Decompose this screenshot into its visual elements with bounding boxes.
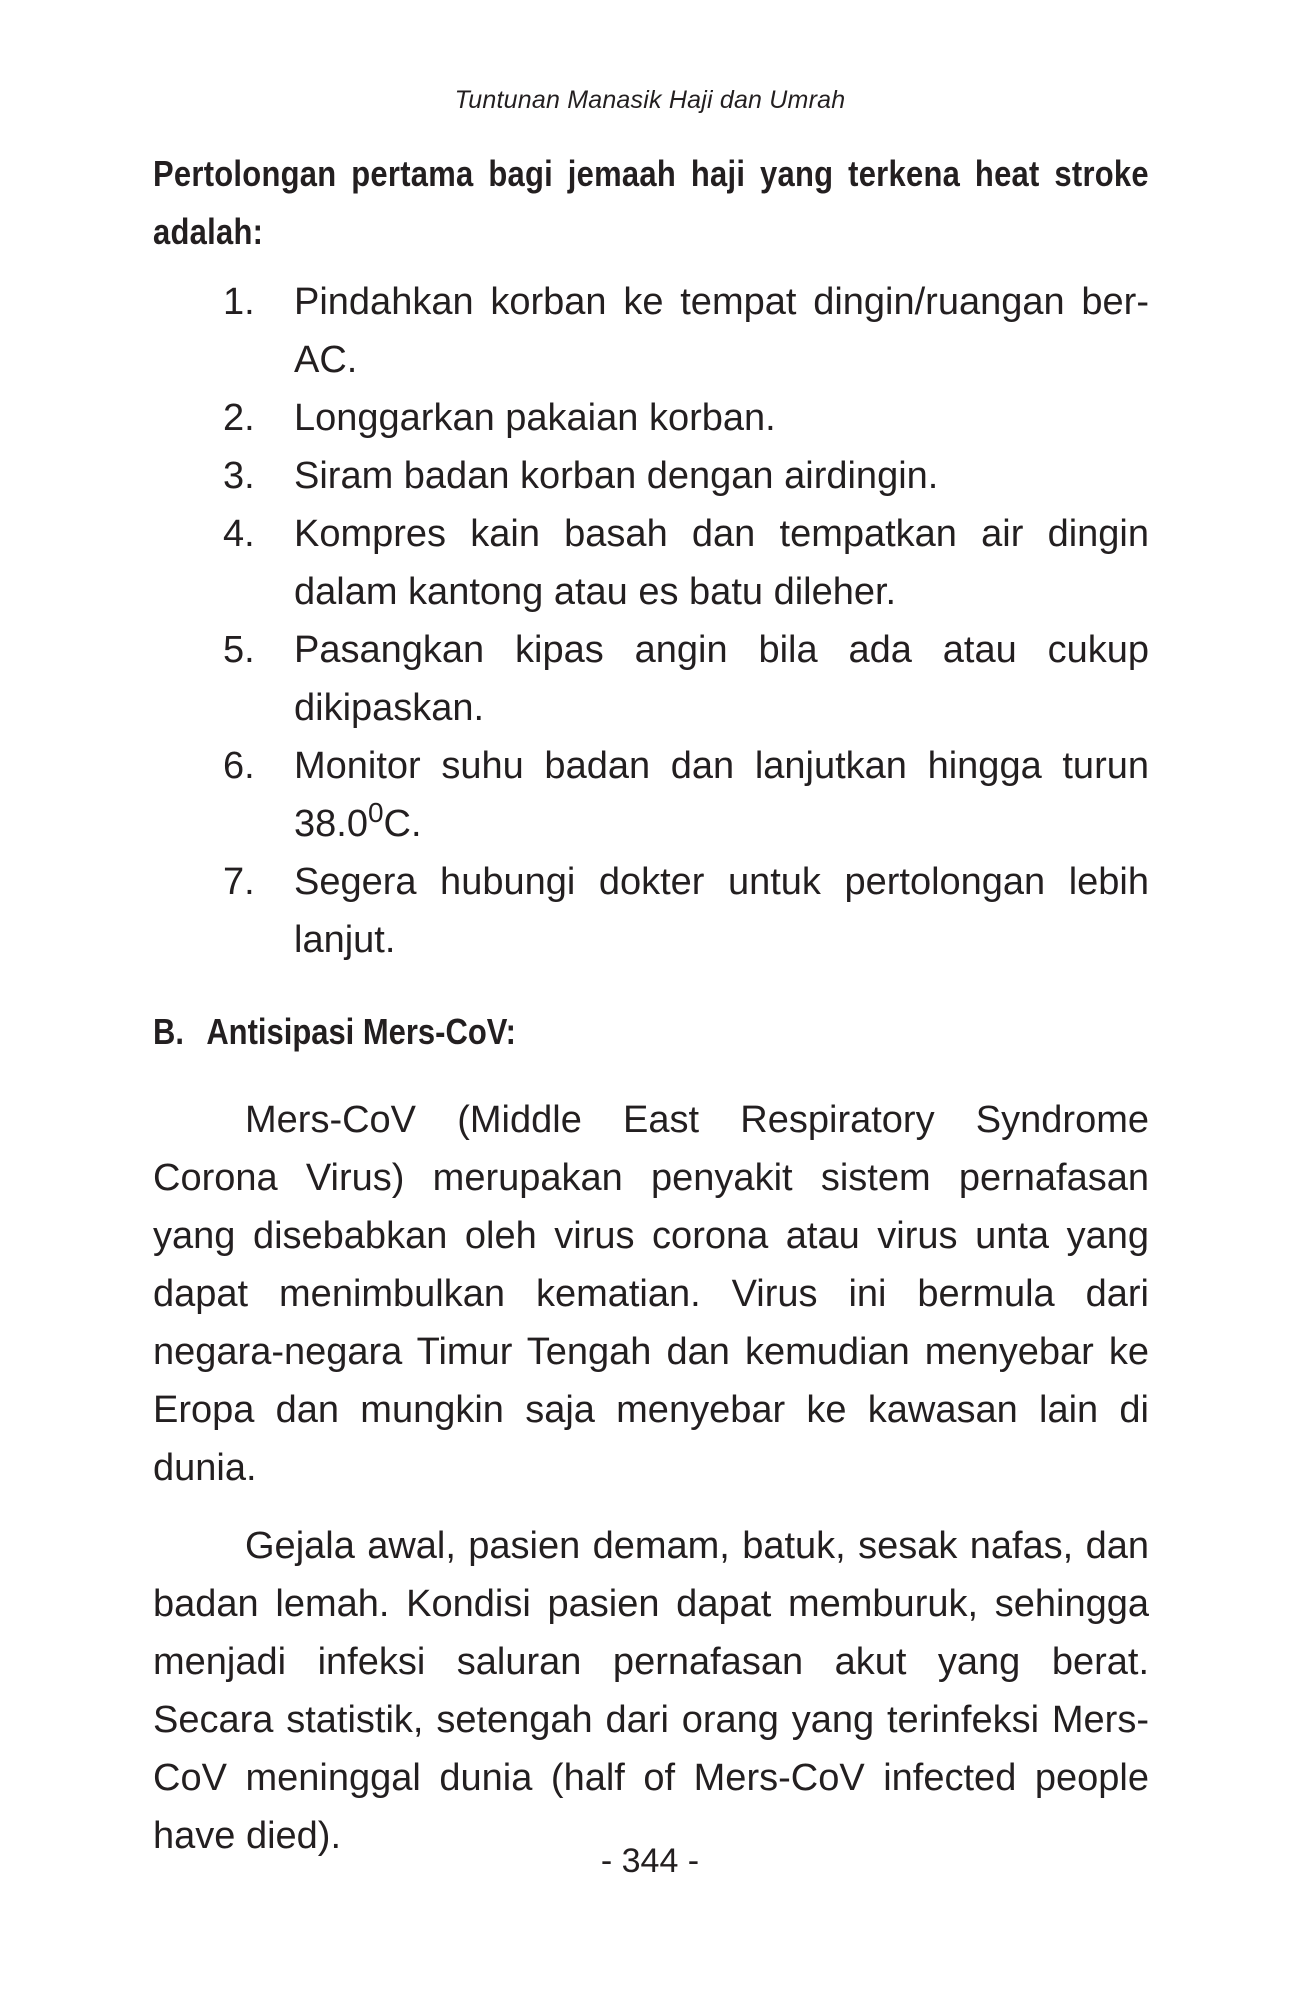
list-item-number: 5. — [223, 629, 255, 671]
body-paragraph: Gejala awal, pasien demam, batuk, sesak nafas, dan badan lemah. Kondisi pasien dapat memburuk, sehingga menjadi infeksi saluran pernafasan akut yang berat. Secara statistik, setengah dari orang yang terinfeksi Mers-CoV meninggal dunia (half of Mers-CoV infected people have died). — [153, 1525, 1149, 1857]
section-letter: B. — [153, 1011, 184, 1052]
list-item-text: Monitor suhu badan dan lanjutkan hingga turun 38.0 — [294, 745, 1149, 845]
page-content — [153, 145, 1149, 1865]
list-item-number: 7. — [223, 861, 255, 903]
list-item-number: 3. — [223, 455, 255, 497]
list-item-number: 4. — [223, 513, 255, 555]
list-item-number: 2. — [223, 397, 255, 439]
list-item-text-suffix: C. — [383, 803, 422, 845]
first-aid-steps — [153, 273, 1149, 969]
list-item-number: 6. — [223, 745, 255, 787]
list-item-text: Pasangkan kipas angin bila ada atau cukup dikipaskan. — [294, 629, 1149, 729]
list-item-number: 1. — [223, 281, 255, 323]
degree-superscript: 0 — [367, 797, 384, 828]
list-item — [153, 621, 1149, 737]
body-paragraph: Mers-CoV (Middle East Respiratory Syndrome Corona Virus) merupakan penyakit sistem pernafasan yang disebabkan oleh virus corona atau virus unta yang dapat menimbulkan kematian. Virus ini bermula dari negara-negara Timur Tengah dan kemudian menyebar ke Eropa dan mungkin saja menyebar ke kawasan lain di dunia. — [153, 1099, 1149, 1489]
list-item-text: Siram badan korban dengan airdingin. — [294, 455, 939, 497]
page-number: - 344 - — [600, 1842, 700, 1880]
list-item — [153, 389, 1149, 447]
list-item-text: Segera hubungi dokter untuk pertolongan lebih lanjut. — [294, 861, 1149, 961]
list-item — [153, 505, 1149, 621]
intro-heading: Pertolongan pertama bagi jemaah haji yang terkena heat stroke adalah: — [153, 153, 1149, 252]
list-item — [153, 737, 1149, 853]
list-item-text: Kompres kain basah dan tempatkan air dingin dalam kantong atau es batu dileher. — [294, 513, 1149, 613]
list-item — [153, 853, 1149, 969]
list-item-text: Longgarkan pakaian korban. — [294, 397, 776, 439]
section-title: Antisipasi Mers-CoV: — [206, 1011, 516, 1052]
list-item-text-container — [294, 737, 1149, 853]
section-heading — [153, 1003, 1010, 1061]
list-item — [153, 447, 1149, 505]
list-item — [153, 273, 1149, 389]
running-header: Tuntunan Manasik Haji dan Umrah — [454, 86, 846, 114]
list-item-text: Pindahkan korban ke tempat dingin/ruangan ber-AC. — [294, 281, 1149, 381]
